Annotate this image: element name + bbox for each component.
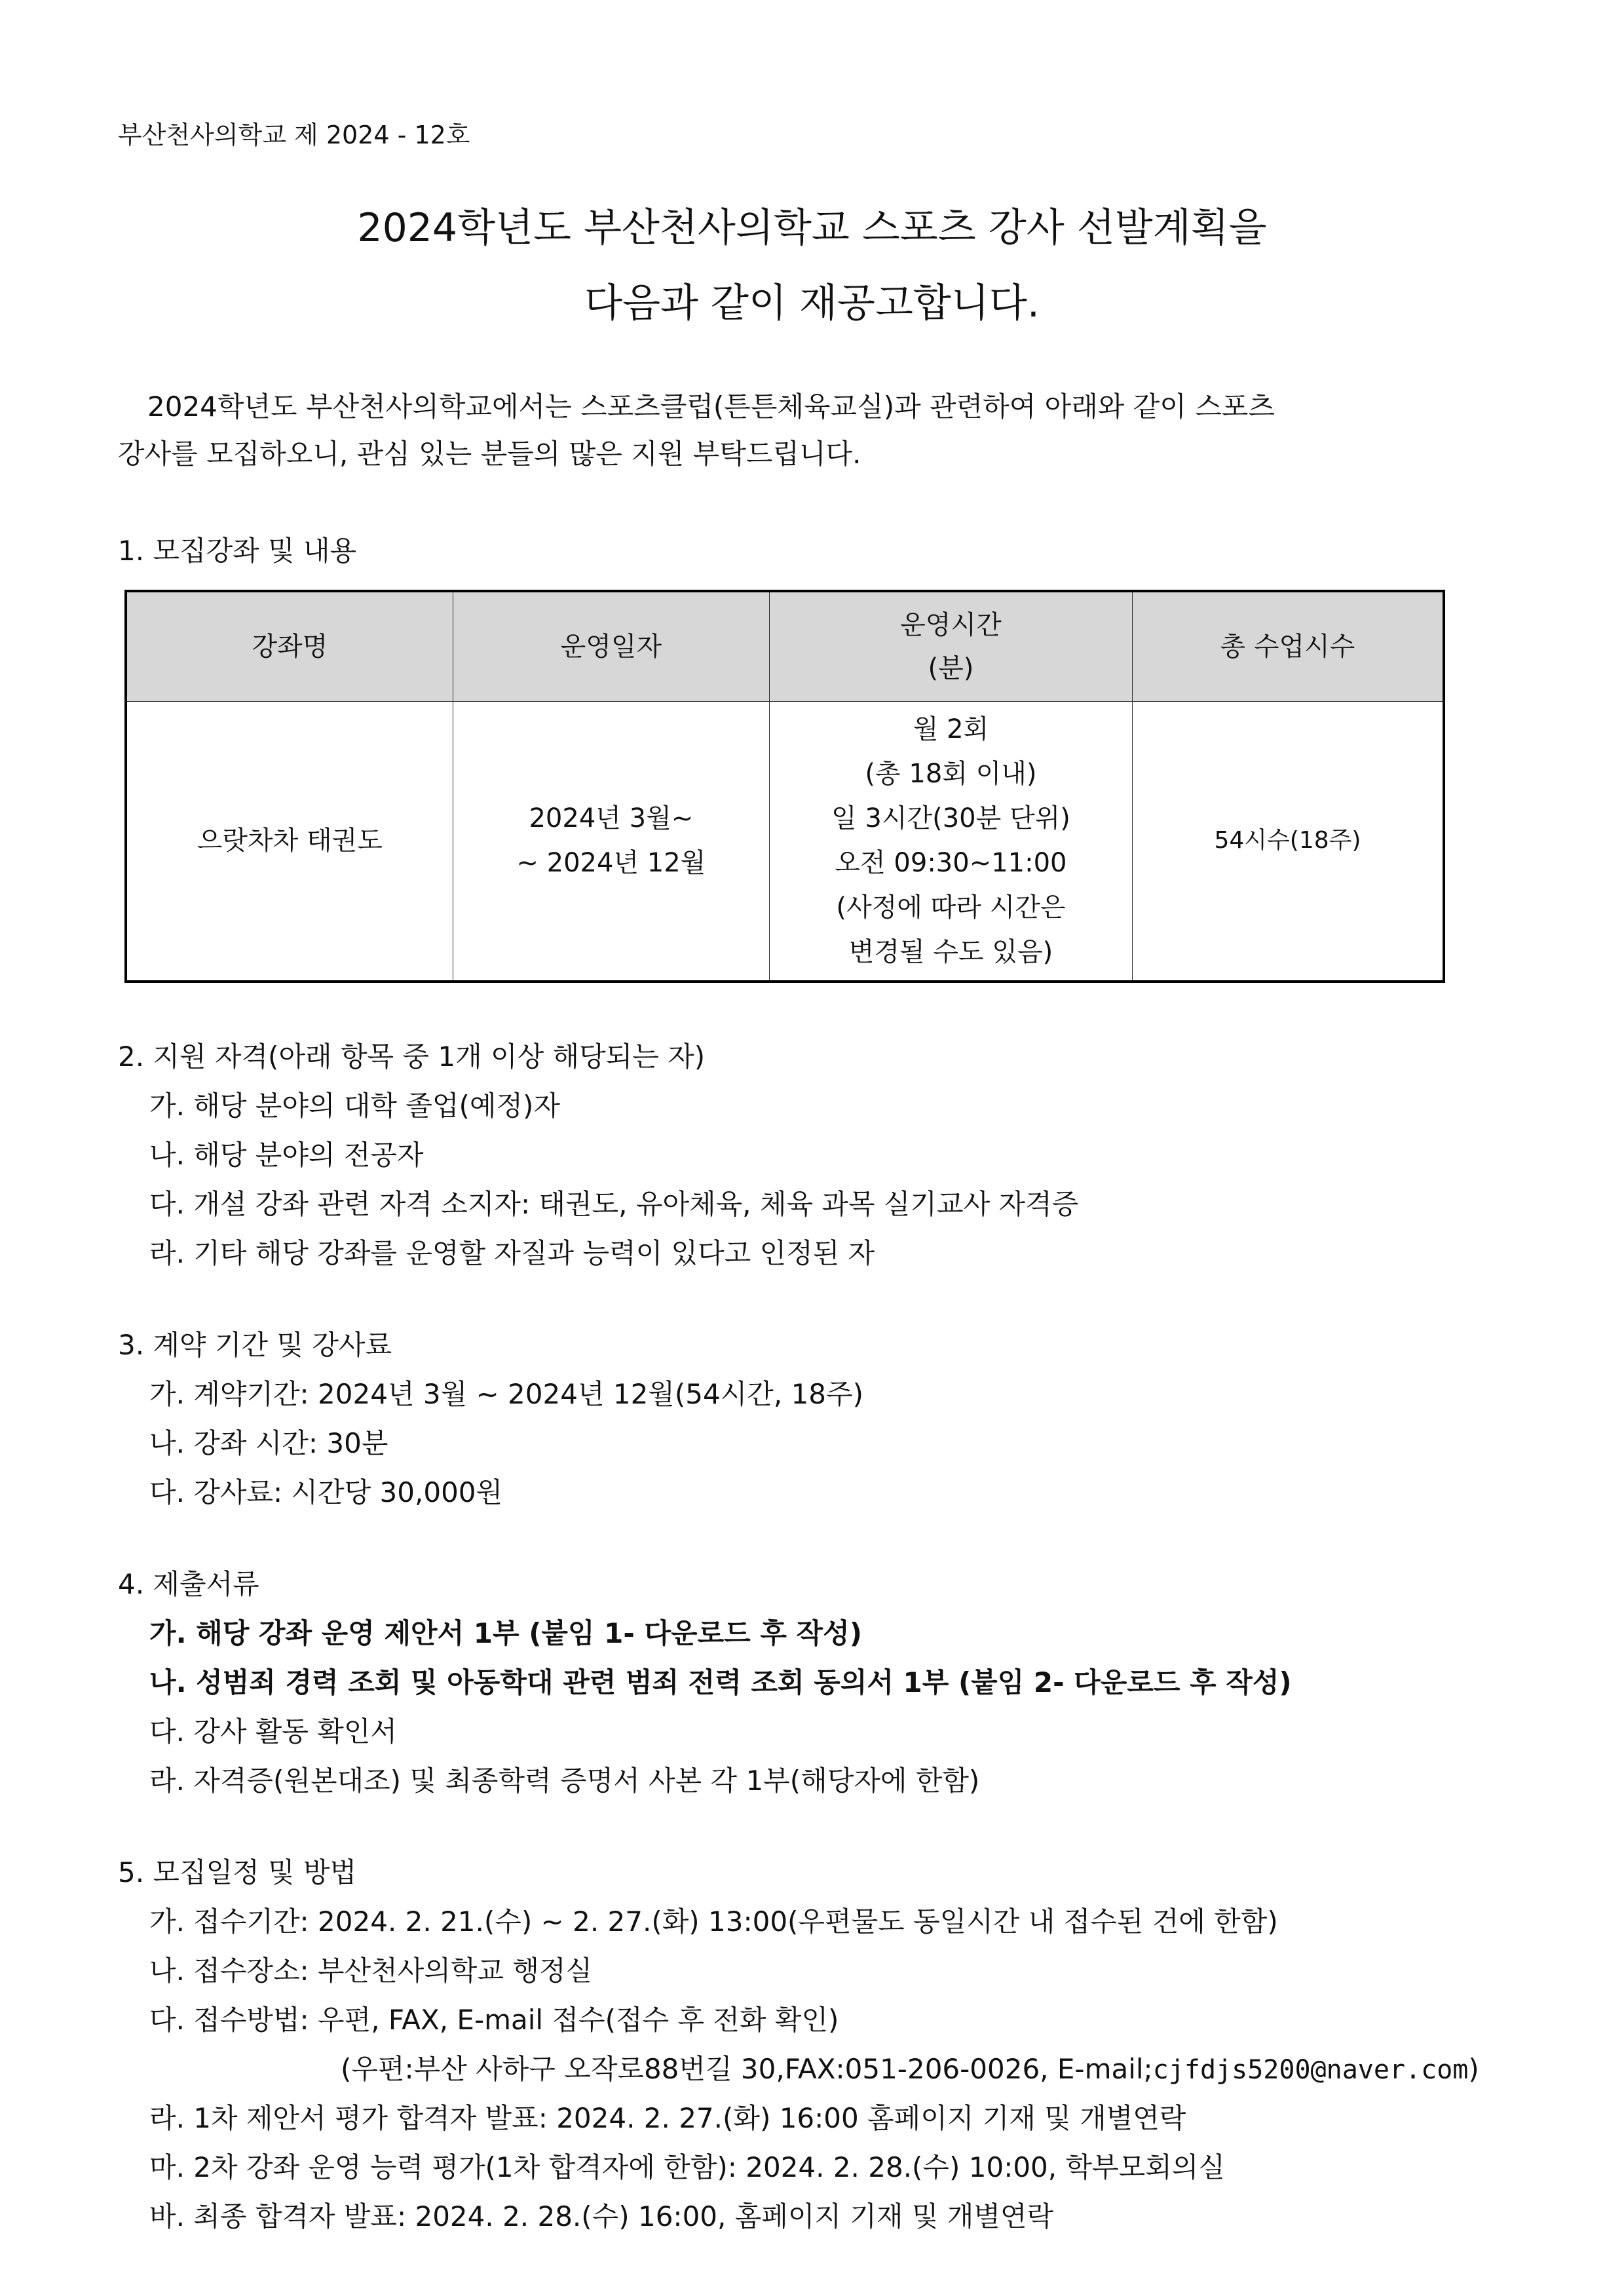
section-4-item-1: 가. 해당 강좌 운영 제안서 1부 (붙임 1- 다운로드 후 작성) — [149, 1617, 862, 1649]
section-5-item-3: 다. 접수방법: 우편, FAX, E-mail 접수(접수 후 전화 확인) — [149, 2004, 839, 2036]
address-suffix: ) — [1468, 2053, 1479, 2085]
header-operation-time-line2: (분) — [928, 653, 974, 683]
header-operation-time — [770, 591, 1133, 701]
section-3-heading: 3. 계약 기간 및 강사료 — [118, 1329, 392, 1361]
section-5-item-1: 가. 접수기간: 2024. 2. 21.(수) ~ 2. 27.(화) 13:00(우편물도 동일시간 내 접수된 건에 한함) — [149, 1905, 1278, 1938]
section-2-item-2: 나. 해당 분야의 전공자 — [149, 1139, 424, 1171]
intro-line-1: 2024학년도 부산천사의학교에서는 스포츠클럽(튼튼체육교실)과 관련하여 아래와 같이 스포츠 — [147, 391, 1275, 423]
section-4-item-4: 라. 자격증(원본대조) 및 최종학력 증명서 사본 각 1부(해당자에 한함) — [149, 1765, 980, 1797]
section-3-item-2: 나. 강좌 시간: 30분 — [149, 1427, 388, 1459]
header-operation-dates: 운영일자 — [453, 591, 769, 701]
section-3-item-1: 가. 계약기간: 2024년 3월 ~ 2024년 12월(54시간, 18주) — [149, 1378, 863, 1410]
section-3-item-3: 다. 강사료: 시간당 30,000원 — [149, 1476, 503, 1508]
section-5-item-6: 바. 최종 합격자 발표: 2024. 2. 28.(수) 16:00, 홈페이지 기재 및 개별연락 — [149, 2200, 1054, 2232]
intro-line-2: 강사를 모집하오니, 관심 있는 분들의 많은 지원 부탁드립니다. — [118, 438, 861, 470]
course-table — [124, 590, 1445, 983]
cell-time-line4: 오전 09:30~11:00 — [835, 848, 1067, 879]
section-4-item-2: 나. 성범죄 경력 조회 및 아동학대 관련 범죄 전력 조회 동의서 1부 (붙임 2- 다운로드 후 작성) — [149, 1666, 1292, 1698]
header-total-hours: 총 수업시수 — [1132, 591, 1444, 701]
address-prefix: (우편:부산 사하구 오작로88번길 30,FAX:051-206-0026, E-mail; — [341, 2053, 1153, 2085]
section-4-heading: 4. 제출서류 — [118, 1568, 259, 1600]
cell-dates-line1: 2024년 3월~ — [529, 803, 694, 834]
section-2-item-3: 다. 개설 강좌 관련 자격 소지자: 태권도, 유아체육, 체육 과목 실기교사 자격증 — [149, 1188, 1079, 1220]
section-5-item-5: 마. 2차 강좌 운영 능력 평가(1차 합격자에 한함): 2024. 2. 28.(수) 10:00, 학부모회의실 — [149, 2151, 1225, 2183]
table-header-row — [126, 591, 1444, 701]
title-line-1: 2024학년도 부산천사의학교 스포츠 강사 선발계획을 — [357, 205, 1267, 251]
section-4-item-3: 다. 강사 활동 확인서 — [149, 1715, 397, 1748]
section-5-item-2: 나. 접수장소: 부산천사의학교 행정실 — [149, 1955, 593, 1987]
title-line-2: 다음과 같이 재공고합니다. — [584, 280, 1040, 326]
header-operation-time-line1: 운영시간 — [900, 609, 1002, 640]
cell-time-line1: 월 2회 — [913, 714, 989, 745]
cell-time-line6: 변경될 수도 있음) — [848, 937, 1053, 968]
header-course-name: 강좌명 — [126, 591, 453, 701]
table-row — [126, 701, 1444, 982]
cell-operation-dates — [453, 701, 769, 982]
email-address: cjfdjs5200@naver.com — [1152, 2055, 1469, 2085]
document-number: 부산천사의학교 제 2024 - 12호 — [118, 121, 470, 149]
cell-total-hours: 54시수(18주) — [1132, 701, 1444, 982]
cell-time-line3: 일 3시간(30분 단위) — [831, 803, 1070, 834]
cell-time-line5: (사정에 따라 시간은 — [836, 892, 1066, 923]
cell-course-name: 으랏차차 태권도 — [126, 701, 453, 982]
cell-dates-line2: ~ 2024년 12월 — [516, 848, 706, 879]
section-5-address-line — [341, 2048, 1479, 2087]
section-1-heading: 1. 모집강좌 및 내용 — [118, 535, 357, 567]
intro-paragraph — [118, 383, 1507, 478]
cell-operation-time — [770, 701, 1133, 982]
section-2-item-4: 라. 기타 해당 강좌를 운영할 자질과 능력이 있다고 인정된 자 — [149, 1237, 875, 1269]
section-2-heading: 2. 지원 자격(아래 항목 중 1개 이상 해당되는 자) — [118, 1041, 706, 1073]
section-5-heading: 5. 모집일정 및 방법 — [118, 1856, 357, 1888]
section-5-item-4: 라. 1차 제안서 평가 합격자 발표: 2024. 2. 27.(화) 16:00 홈페이지 기재 및 개별연락 — [149, 2102, 1186, 2134]
section-2-item-1: 가. 해당 분야의 대학 졸업(예정)자 — [149, 1090, 560, 1122]
cell-time-line2: (총 18회 이내) — [865, 759, 1037, 790]
